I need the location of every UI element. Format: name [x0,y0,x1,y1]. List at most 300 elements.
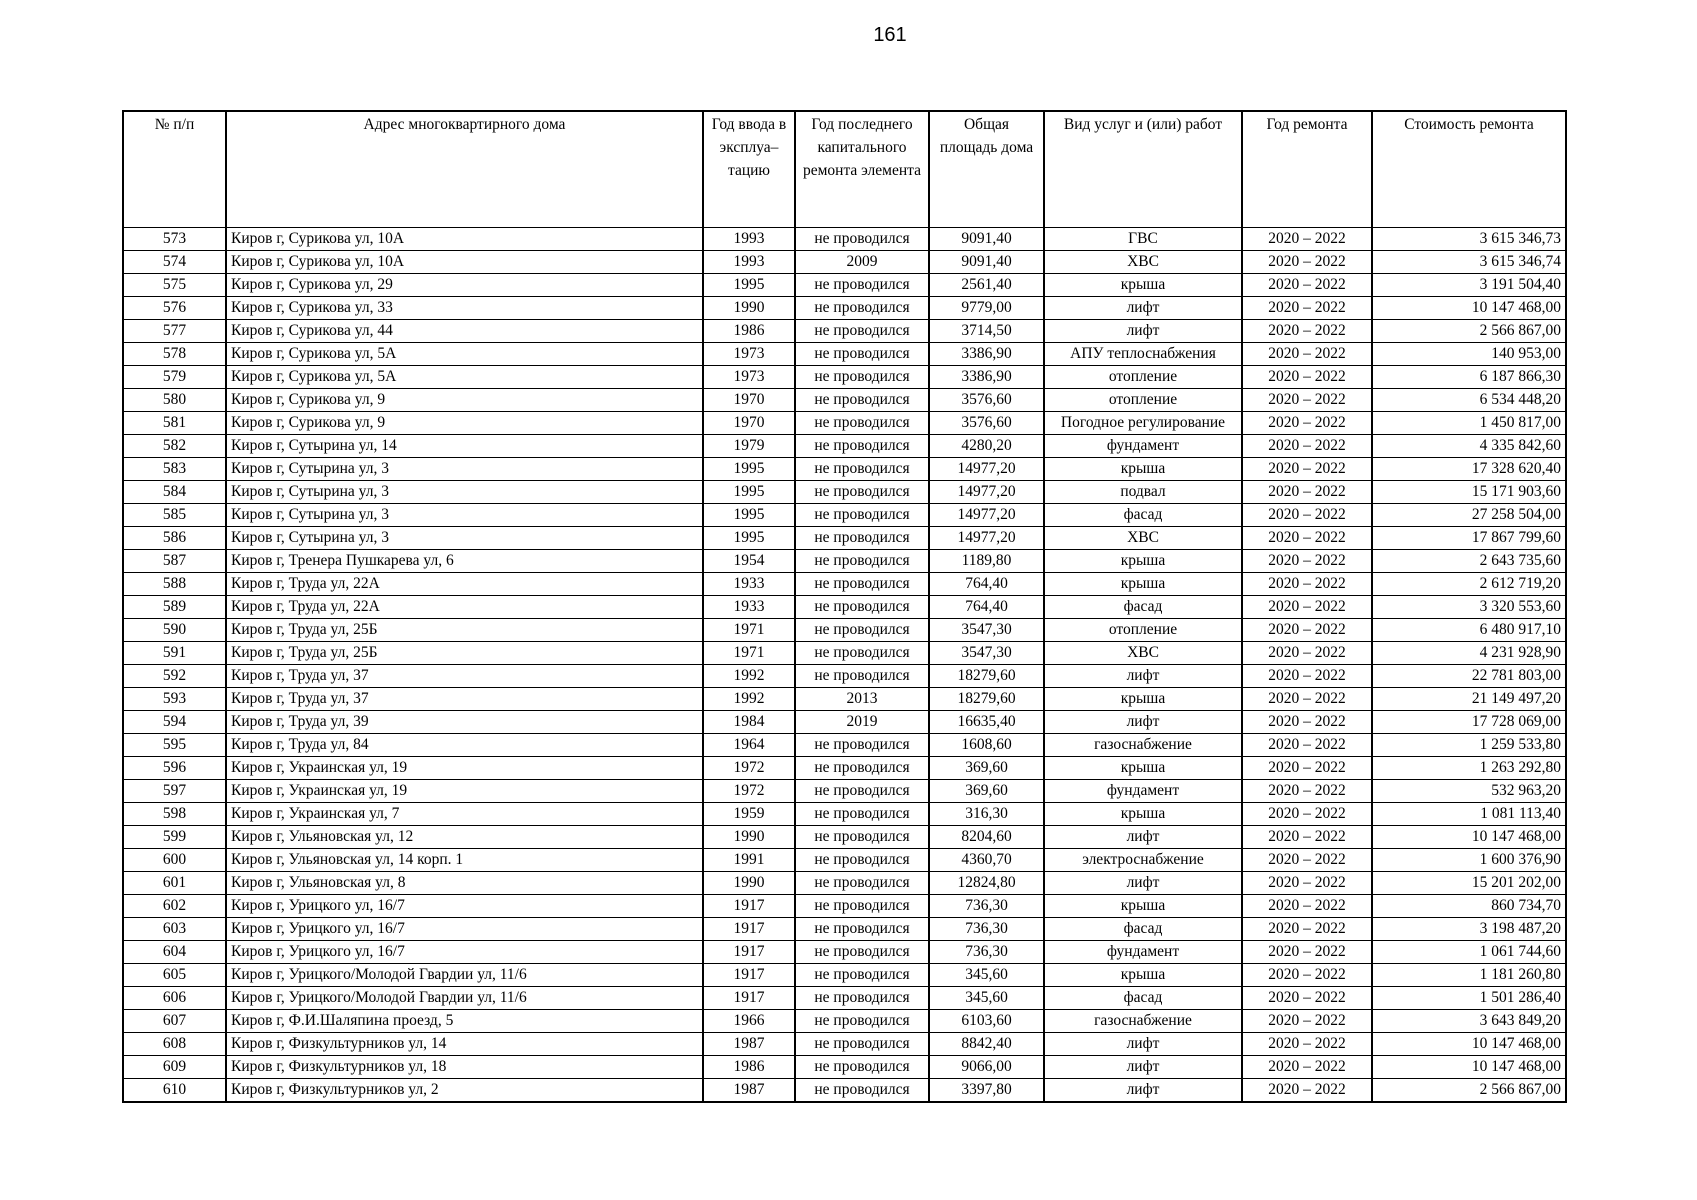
cell-year-built: 1917 [703,964,795,987]
cell-last-repair: не проводился [795,1079,929,1103]
cell-year-built: 1933 [703,573,795,596]
cell-num: 591 [123,642,226,665]
cell-year-built: 1991 [703,849,795,872]
cell-area: 764,40 [929,596,1044,619]
cell-last-repair: не проводился [795,481,929,504]
header-last-repair: Год последнего капитального ремонта элемента [795,111,929,228]
cell-last-repair: не проводился [795,389,929,412]
cell-num: 604 [123,941,226,964]
header-repair-year: Год ремонта [1242,111,1372,228]
cell-cost: 6 187 866,30 [1372,366,1566,389]
cell-cost: 1 501 286,40 [1372,987,1566,1010]
header-service: Вид услуг и (или) работ [1044,111,1242,228]
cell-year-built: 1986 [703,320,795,343]
cell-num: 580 [123,389,226,412]
cell-address: Киров г, Труда ул, 37 [226,688,703,711]
cell-repair-year: 2020 – 2022 [1242,297,1372,320]
cell-repair-year: 2020 – 2022 [1242,274,1372,297]
cell-area: 736,30 [929,895,1044,918]
cell-year-built: 1917 [703,918,795,941]
table-row [123,228,1566,251]
cell-cost: 22 781 803,00 [1372,665,1566,688]
cell-num: 585 [123,504,226,527]
cell-cost: 6 480 917,10 [1372,619,1566,642]
cell-service: фундамент [1044,780,1242,803]
cell-address: Киров г, Труда ул, 37 [226,665,703,688]
cell-cost: 1 263 292,80 [1372,757,1566,780]
cell-service: крыша [1044,274,1242,297]
cell-last-repair: не проводился [795,757,929,780]
cell-area: 3386,90 [929,366,1044,389]
cell-num: 589 [123,596,226,619]
cell-service: электроснабжение [1044,849,1242,872]
cell-address: Киров г, Урицкого/Молодой Гвардии ул, 11/6 [226,964,703,987]
cell-year-built: 1990 [703,297,795,320]
cell-year-built: 1995 [703,481,795,504]
cell-num: 577 [123,320,226,343]
cell-address: Киров г, Ульяновская ул, 8 [226,872,703,895]
cell-service: лифт [1044,826,1242,849]
cell-area: 3386,90 [929,343,1044,366]
cell-area: 14977,20 [929,458,1044,481]
cell-num: 592 [123,665,226,688]
cell-repair-year: 2020 – 2022 [1242,412,1372,435]
table-row [123,803,1566,826]
cell-repair-year: 2020 – 2022 [1242,1010,1372,1033]
cell-area: 14977,20 [929,481,1044,504]
cell-cost: 10 147 468,00 [1372,1056,1566,1079]
cell-last-repair: не проводился [795,826,929,849]
cell-num: 602 [123,895,226,918]
cell-cost: 1 450 817,00 [1372,412,1566,435]
cell-area: 345,60 [929,987,1044,1010]
table-row [123,734,1566,757]
cell-cost: 3 615 346,74 [1372,251,1566,274]
cell-num: 575 [123,274,226,297]
cell-service: фасад [1044,987,1242,1010]
cell-area: 345,60 [929,964,1044,987]
cell-service: фасад [1044,504,1242,527]
cell-area: 9091,40 [929,228,1044,251]
table-row [123,826,1566,849]
cell-address: Киров г, Сурикова ул, 44 [226,320,703,343]
cell-year-built: 1984 [703,711,795,734]
cell-last-repair: не проводился [795,435,929,458]
cell-cost: 2 612 719,20 [1372,573,1566,596]
cell-num: 603 [123,918,226,941]
cell-year-built: 1917 [703,987,795,1010]
cell-year-built: 1917 [703,941,795,964]
cell-last-repair: не проводился [795,895,929,918]
cell-cost: 2 566 867,00 [1372,320,1566,343]
cell-area: 16635,40 [929,711,1044,734]
cell-repair-year: 2020 – 2022 [1242,389,1372,412]
cell-cost: 3 643 849,20 [1372,1010,1566,1033]
cell-cost: 2 643 735,60 [1372,550,1566,573]
cell-repair-year: 2020 – 2022 [1242,550,1372,573]
cell-year-built: 1959 [703,803,795,826]
cell-area: 369,60 [929,757,1044,780]
cell-area: 18279,60 [929,665,1044,688]
cell-cost: 17 867 799,60 [1372,527,1566,550]
cell-repair-year: 2020 – 2022 [1242,987,1372,1010]
cell-address: Киров г, Ульяновская ул, 12 [226,826,703,849]
cell-service: ГВС [1044,228,1242,251]
cell-year-built: 1970 [703,389,795,412]
cell-cost: 17 728 069,00 [1372,711,1566,734]
table-row [123,964,1566,987]
cell-num: 584 [123,481,226,504]
cell-last-repair: 2019 [795,711,929,734]
cell-repair-year: 2020 – 2022 [1242,780,1372,803]
table-row [123,895,1566,918]
cell-repair-year: 2020 – 2022 [1242,734,1372,757]
cell-service: отопление [1044,366,1242,389]
cell-area: 18279,60 [929,688,1044,711]
cell-address: Киров г, Труда ул, 22А [226,573,703,596]
cell-year-built: 1987 [703,1079,795,1103]
cell-area: 736,30 [929,941,1044,964]
cell-address: Киров г, Труда ул, 25Б [226,642,703,665]
cell-service: лифт [1044,1079,1242,1103]
cell-num: 610 [123,1079,226,1103]
cell-num: 581 [123,412,226,435]
cell-num: 573 [123,228,226,251]
cell-last-repair: не проводился [795,1010,929,1033]
table-row [123,527,1566,550]
cell-area: 736,30 [929,918,1044,941]
cell-address: Киров г, Ф.И.Шаляпина проезд, 5 [226,1010,703,1033]
cell-repair-year: 2020 – 2022 [1242,228,1372,251]
cell-repair-year: 2020 – 2022 [1242,251,1372,274]
cell-repair-year: 2020 – 2022 [1242,1079,1372,1103]
cell-service: крыша [1044,688,1242,711]
cell-year-built: 1979 [703,435,795,458]
table-row [123,619,1566,642]
cell-repair-year: 2020 – 2022 [1242,688,1372,711]
cell-service: крыша [1044,757,1242,780]
cell-area: 3397,80 [929,1079,1044,1103]
cell-last-repair: не проводился [795,527,929,550]
cell-cost: 2 566 867,00 [1372,1079,1566,1103]
cell-cost: 15 171 903,60 [1372,481,1566,504]
cell-address: Киров г, Украинская ул, 7 [226,803,703,826]
table-header-row [123,111,1566,228]
cell-service: ХВС [1044,251,1242,274]
table-row [123,1033,1566,1056]
cell-service: крыша [1044,550,1242,573]
cell-repair-year: 2020 – 2022 [1242,504,1372,527]
cell-address: Киров г, Физкультурников ул, 18 [226,1056,703,1079]
table-row [123,458,1566,481]
page-number: 161 [873,24,907,46]
table-row [123,918,1566,941]
table-row [123,711,1566,734]
cell-num: 607 [123,1010,226,1033]
cell-last-repair: не проводился [795,504,929,527]
cell-cost: 140 953,00 [1372,343,1566,366]
cell-year-built: 1954 [703,550,795,573]
cell-repair-year: 2020 – 2022 [1242,366,1372,389]
cell-area: 3576,60 [929,389,1044,412]
cell-repair-year: 2020 – 2022 [1242,1033,1372,1056]
table-row [123,688,1566,711]
cell-area: 1608,60 [929,734,1044,757]
cell-year-built: 1970 [703,412,795,435]
cell-service: АПУ теплоснабжения [1044,343,1242,366]
cell-cost: 4 231 928,90 [1372,642,1566,665]
cell-cost: 10 147 468,00 [1372,297,1566,320]
cell-year-built: 1995 [703,274,795,297]
table-row [123,481,1566,504]
cell-area: 369,60 [929,780,1044,803]
table-row [123,504,1566,527]
table-row [123,251,1566,274]
cell-num: 576 [123,297,226,320]
cell-area: 14977,20 [929,504,1044,527]
table-row [123,849,1566,872]
cell-area: 9066,00 [929,1056,1044,1079]
cell-year-built: 1987 [703,1033,795,1056]
cell-year-built: 1986 [703,1056,795,1079]
cell-year-built: 1966 [703,1010,795,1033]
cell-area: 764,40 [929,573,1044,596]
table-body [123,228,1566,1103]
cell-num: 595 [123,734,226,757]
cell-service: лифт [1044,665,1242,688]
table-row [123,550,1566,573]
cell-last-repair: не проводился [795,918,929,941]
cell-service: ХВС [1044,642,1242,665]
cell-year-built: 1971 [703,642,795,665]
cell-repair-year: 2020 – 2022 [1242,527,1372,550]
cell-year-built: 1973 [703,366,795,389]
cell-service: крыша [1044,803,1242,826]
cell-num: 587 [123,550,226,573]
cell-repair-year: 2020 – 2022 [1242,665,1372,688]
cell-address: Киров г, Сурикова ул, 5А [226,343,703,366]
cell-last-repair: не проводился [795,872,929,895]
cell-num: 582 [123,435,226,458]
cell-area: 3714,50 [929,320,1044,343]
cell-last-repair: не проводился [795,343,929,366]
cell-repair-year: 2020 – 2022 [1242,895,1372,918]
cell-year-built: 1995 [703,458,795,481]
cell-num: 597 [123,780,226,803]
cell-num: 596 [123,757,226,780]
cell-year-built: 1995 [703,527,795,550]
cell-address: Киров г, Украинская ул, 19 [226,780,703,803]
cell-cost: 10 147 468,00 [1372,826,1566,849]
cell-num: 583 [123,458,226,481]
cell-cost: 1 081 113,40 [1372,803,1566,826]
cell-service: фасад [1044,918,1242,941]
table-row [123,297,1566,320]
table-row [123,596,1566,619]
cell-num: 606 [123,987,226,1010]
cell-address: Киров г, Сурикова ул, 5А [226,366,703,389]
table-row [123,366,1566,389]
cell-address: Киров г, Сурикова ул, 33 [226,297,703,320]
cell-area: 9779,00 [929,297,1044,320]
cell-last-repair: не проводился [795,228,929,251]
cell-address: Киров г, Сурикова ул, 10А [226,228,703,251]
cell-service: фасад [1044,596,1242,619]
cell-last-repair: не проводился [795,941,929,964]
cell-last-repair: 2009 [795,251,929,274]
table-row [123,872,1566,895]
cell-address: Киров г, Сурикова ул, 9 [226,389,703,412]
cell-last-repair: 2013 [795,688,929,711]
cell-area: 3576,60 [929,412,1044,435]
cell-repair-year: 2020 – 2022 [1242,803,1372,826]
cell-num: 574 [123,251,226,274]
header-year-built: Год ввода в эксплуа–тацию [703,111,795,228]
header-area: Общая площадь дома [929,111,1044,228]
cell-year-built: 1992 [703,665,795,688]
cell-last-repair: не проводился [795,1056,929,1079]
cell-num: 578 [123,343,226,366]
cell-last-repair: не проводился [795,596,929,619]
table-row [123,435,1566,458]
cell-repair-year: 2020 – 2022 [1242,849,1372,872]
cell-last-repair: не проводился [795,803,929,826]
table-row [123,987,1566,1010]
cell-last-repair: не проводился [795,1033,929,1056]
cell-last-repair: не проводился [795,412,929,435]
cell-area: 316,30 [929,803,1044,826]
cell-area: 9091,40 [929,251,1044,274]
header-cost: Стоимость ремонта [1372,111,1566,228]
cell-repair-year: 2020 – 2022 [1242,343,1372,366]
cell-service: лифт [1044,1033,1242,1056]
cell-cost: 1 181 260,80 [1372,964,1566,987]
cell-last-repair: не проводился [795,320,929,343]
cell-service: подвал [1044,481,1242,504]
cell-service: фундамент [1044,941,1242,964]
cell-last-repair: не проводился [795,964,929,987]
header-address: Адрес многоквартирного дома [226,111,703,228]
cell-repair-year: 2020 – 2022 [1242,826,1372,849]
cell-last-repair: не проводился [795,734,929,757]
cell-num: 608 [123,1033,226,1056]
cell-repair-year: 2020 – 2022 [1242,458,1372,481]
cell-area: 8842,40 [929,1033,1044,1056]
cell-address: Киров г, Труда ул, 25Б [226,619,703,642]
cell-address: Киров г, Физкультурников ул, 2 [226,1079,703,1103]
table-row [123,274,1566,297]
cell-repair-year: 2020 – 2022 [1242,1056,1372,1079]
cell-address: Киров г, Сурикова ул, 10А [226,251,703,274]
cell-last-repair: не проводился [795,550,929,573]
cell-address: Киров г, Труда ул, 22А [226,596,703,619]
cell-address: Киров г, Сутырина ул, 3 [226,458,703,481]
cell-address: Киров г, Тренера Пушкарева ул, 6 [226,550,703,573]
cell-service: отопление [1044,389,1242,412]
cell-area: 4280,20 [929,435,1044,458]
repair-table [122,110,1567,1103]
header-num: № п/п [123,111,226,228]
cell-service: крыша [1044,458,1242,481]
cell-cost: 3 191 504,40 [1372,274,1566,297]
cell-area: 8204,60 [929,826,1044,849]
cell-repair-year: 2020 – 2022 [1242,320,1372,343]
cell-cost: 17 328 620,40 [1372,458,1566,481]
cell-year-built: 1973 [703,343,795,366]
cell-area: 12824,80 [929,872,1044,895]
table-row [123,573,1566,596]
cell-service: крыша [1044,573,1242,596]
cell-area: 2561,40 [929,274,1044,297]
cell-address: Киров г, Украинская ул, 19 [226,757,703,780]
cell-year-built: 1933 [703,596,795,619]
cell-num: 599 [123,826,226,849]
cell-address: Киров г, Урицкого ул, 16/7 [226,941,703,964]
cell-repair-year: 2020 – 2022 [1242,573,1372,596]
cell-num: 588 [123,573,226,596]
cell-num: 586 [123,527,226,550]
cell-year-built: 1972 [703,757,795,780]
cell-cost: 1 259 533,80 [1372,734,1566,757]
cell-address: Киров г, Труда ул, 39 [226,711,703,734]
cell-address: Киров г, Физкультурников ул, 14 [226,1033,703,1056]
cell-cost: 860 734,70 [1372,895,1566,918]
cell-last-repair: не проводился [795,573,929,596]
cell-repair-year: 2020 – 2022 [1242,435,1372,458]
cell-area: 6103,60 [929,1010,1044,1033]
cell-year-built: 1990 [703,872,795,895]
cell-year-built: 1971 [703,619,795,642]
cell-address: Киров г, Урицкого/Молодой Гвардии ул, 11/6 [226,987,703,1010]
cell-cost: 21 149 497,20 [1372,688,1566,711]
cell-num: 593 [123,688,226,711]
cell-last-repair: не проводился [795,366,929,389]
cell-cost: 3 198 487,20 [1372,918,1566,941]
cell-cost: 10 147 468,00 [1372,1033,1566,1056]
cell-service: газоснабжение [1044,1010,1242,1033]
cell-address: Киров г, Сутырина ул, 3 [226,527,703,550]
cell-service: крыша [1044,964,1242,987]
cell-last-repair: не проводился [795,780,929,803]
cell-repair-year: 2020 – 2022 [1242,757,1372,780]
cell-address: Киров г, Урицкого ул, 16/7 [226,918,703,941]
cell-num: 600 [123,849,226,872]
cell-address: Киров г, Ульяновская ул, 14 корп. 1 [226,849,703,872]
cell-address: Киров г, Сурикова ул, 29 [226,274,703,297]
cell-num: 590 [123,619,226,642]
cell-year-built: 1990 [703,826,795,849]
cell-repair-year: 2020 – 2022 [1242,619,1372,642]
cell-cost: 1 600 376,90 [1372,849,1566,872]
table-row [123,343,1566,366]
cell-cost: 6 534 448,20 [1372,389,1566,412]
cell-service: отопление [1044,619,1242,642]
cell-last-repair: не проводился [795,849,929,872]
cell-address: Киров г, Сурикова ул, 9 [226,412,703,435]
cell-area: 3547,30 [929,619,1044,642]
cell-repair-year: 2020 – 2022 [1242,918,1372,941]
cell-num: 605 [123,964,226,987]
cell-num: 601 [123,872,226,895]
table-row [123,1056,1566,1079]
cell-address: Киров г, Труда ул, 84 [226,734,703,757]
cell-service: фундамент [1044,435,1242,458]
cell-address: Киров г, Сутырина ул, 3 [226,481,703,504]
cell-area: 3547,30 [929,642,1044,665]
cell-year-built: 1992 [703,688,795,711]
cell-year-built: 1964 [703,734,795,757]
cell-service: лифт [1044,711,1242,734]
